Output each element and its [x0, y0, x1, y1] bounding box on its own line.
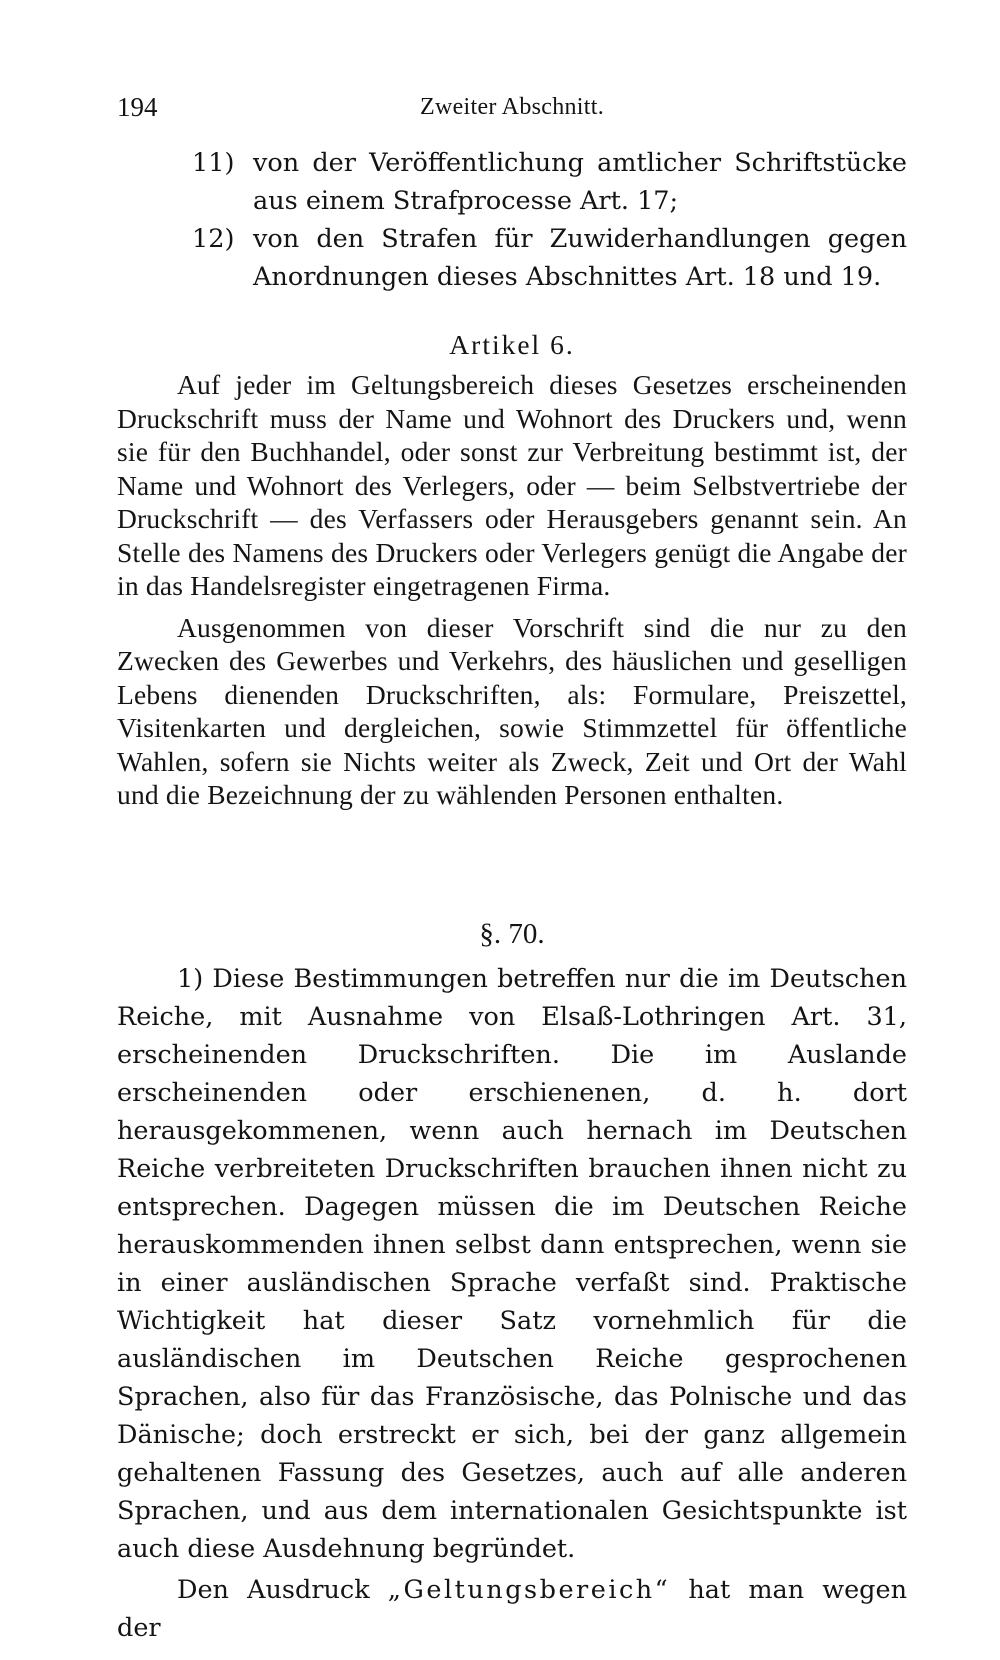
- commentary-paragraph: [117, 1571, 907, 1647]
- paragraph-number: 1): [177, 964, 204, 994]
- section-heading: §. 70.: [479, 918, 545, 950]
- article-paragraph: Ausgenommen von dieser Vorschrift sind die nur zu den Zwecken des Gewerbes und Verkehrs, des häuslichen und geselligen Lebens dienenden Druckschriften, als: Formulare, Preiszettel, Visitenkarten und dergleichen, sowie Stimmzettel für öffentliche Wahlen, sofern sie Nichts weiter als Zweck, Zeit und Ort der Wahl und die Bezeichnung der zu wählenden Personen enthalten.: [117, 611, 907, 810]
- commentary: [117, 960, 907, 1650]
- paragraph-tail: hat man wegen der: [117, 1575, 908, 1643]
- list-item-number: 12): [192, 224, 235, 254]
- article-paragraph: Auf jeder im Geltungsbereich dieses Gesetzes erscheinenden Druckschrift muss der Name und Wohnort des Druckers und, wenn sie für den Buchhandel, oder sonst zur Verbreitung bestimmt ist, der Name und Wohnort des Verlegers, oder — beim Selbstvertriebe der Druckschrift — des Verfassers oder Herausgebers genannt sein. An Stelle des Namens des Druckers oder Verlegers genügt die Angabe der in das Handelsregister eingetragenen Firma.: [117, 369, 907, 601]
- quoted-term: „Geltungsbereich“: [387, 1575, 671, 1605]
- list-item: [117, 144, 907, 220]
- enumerated-list: [117, 144, 907, 296]
- paragraph-lead: Den Ausdruck: [177, 1575, 370, 1605]
- paragraph-text: Diese Bestimmungen betreffen nur die im Deutschen Reiche, mit Ausnahme von Elsaß-Lothringen Art. 31, erscheinenden Druckschriften. Die im Auslande erscheinenden oder erschienenen, d. h. dort herausgekommenen, wenn auch hernach im Deutschen Reiche verbreiteten Druckschriften brauchen ihnen nicht zu entsprechen. Dagegen müssen die im Deutschen Reiche herauskommenden ihnen selbst dann entsprechen, wenn sie in einer ausländischen Sprache verfaßt sind. Praktische Wichtigkeit hat dieser Satz vornehmlich für die ausländischen im Deutschen Reiche gesprochenen Sprachen, also für das Französische, das Polnische und das Dänische; doch erstreckt er sich, bei der ganz allgemein gehaltenen Fassung des Gesetzes, auch auf alle anderen Sprachen, und aus dem internationalen Gesichtspunkte ist auch diese Ausdehnung begründet.: [117, 964, 908, 1564]
- commentary-paragraph: [117, 960, 907, 1568]
- list-item-number: 11): [192, 148, 235, 178]
- article-heading: Artikel 6.: [449, 329, 575, 360]
- article-text: [117, 368, 907, 820]
- list-item: [117, 220, 907, 296]
- list-item-text: von den Strafen für Zuwiderhandlungen gegen Anordnungen dieses Abschnittes Art. 18 und 19.: [253, 224, 907, 292]
- list-item-text: von der Veröffentlichung amtlicher Schriftstücke aus einem Strafprocesse Art. 17;: [253, 148, 907, 216]
- running-head: [117, 92, 907, 132]
- running-title: Zweiter Abschnitt.: [419, 94, 605, 120]
- page-number: 194: [117, 92, 158, 122]
